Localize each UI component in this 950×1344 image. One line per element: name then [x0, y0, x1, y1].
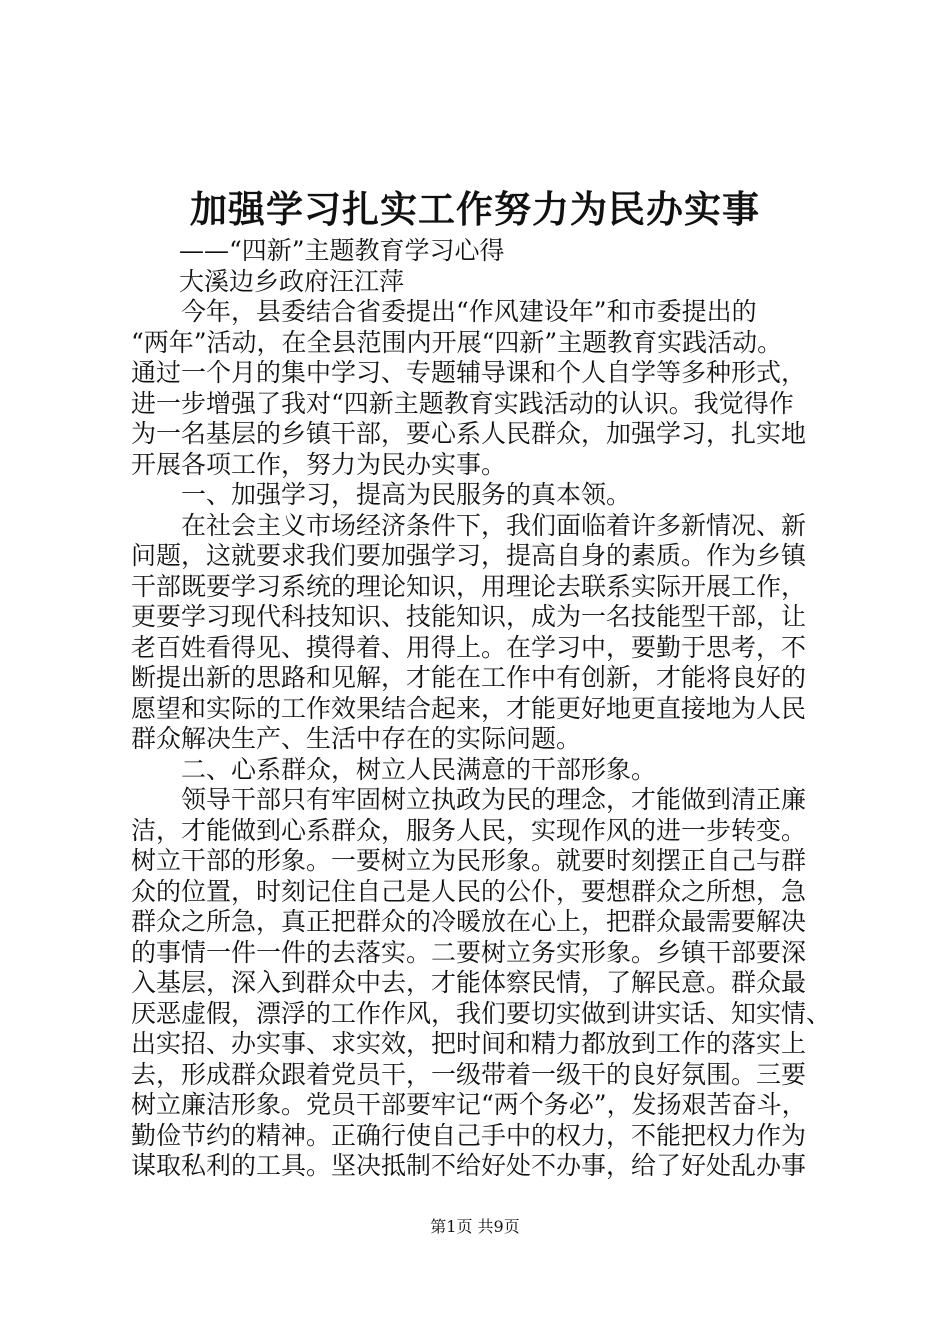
text-line: 二、心系群众，树立人民满意的干部形象。 — [181, 754, 657, 784]
text-line: 厌恶虚假，漂浮的工作作风，我们要切实做到讲实话、知实情、 — [131, 998, 832, 1028]
text-line: 更要学习现代科技知识、技能知识，成为一名技能型干部，让 — [131, 602, 807, 631]
text-line: 大溪边乡政府汪江萍 — [179, 266, 405, 296]
text-line: 在社会主义市场经济条件下，我们面临着许多新情况、新 — [181, 510, 807, 540]
text-line: 谋取私利的工具。坚决抵制不给好处不办事，给了好处乱办事 — [131, 1151, 807, 1180]
text-line: 问题，这就要求我们要加强学习，提高自身的素质。作为乡镇 — [131, 541, 807, 570]
text-line: 去，形成群众跟着党员干，一级带着一级干的良好氛围。三要 — [131, 1059, 807, 1089]
text-line: 进一步增强了我对“四新主题教育实践活动的认识。我觉得作 — [131, 388, 794, 418]
text-line: 树立干部的形象。一要树立为民形象。就要时刻摆正自己与群 — [131, 846, 807, 875]
page-footer: 第1页 共9页 — [430, 1217, 520, 1236]
text-line: 的事情一件一件的去落实。二要树立务实形象。乡镇干部要深 — [131, 937, 807, 967]
text-line: 出实招、办实事、求实效，把时间和精力都放到工作的落实上 — [131, 1029, 807, 1058]
text-line: ——“四新”主题教育学习心得 — [179, 236, 505, 265]
text-line: 勤俭节约的精神。正确行使自己手中的权力，不能把权力作为 — [131, 1120, 807, 1150]
text-line: 干部既要学习系统的理论知识，用理论去联系实际开展工作， — [131, 571, 807, 601]
text-line: 领导干部只有牢固树立执政为民的理念，才能做到清正廉 — [181, 785, 807, 814]
text-line: 群众之所急，真正把群众的冷暖放在心上，把群众最需要解决 — [131, 907, 807, 936]
text-line: 断提出新的思路和见解，才能在工作中有创新，才能将良好的 — [131, 663, 807, 692]
text-line: 通过一个月的集中学习、专题辅导课和个人自学等多种形式， — [131, 358, 807, 387]
document-title: 加强学习扎实工作努力为民办实事 — [190, 187, 760, 231]
text-line: 一、加强学习，提高为民服务的真本领。 — [181, 480, 632, 509]
text-line: 今年，县委结合省委提出“作风建设年”和市委提出的 — [181, 297, 757, 326]
text-line: 开展各项工作，努力为民办实事。 — [131, 449, 507, 479]
text-line: 老百姓看得见、摸得着、用得上。在学习中，要勤于思考，不 — [131, 632, 807, 662]
document-body — [131, 236, 851, 1182]
text-line: 洁，才能做到心系群众，服务人民，实现作风的进一步转变。 — [131, 815, 807, 845]
text-line: 为一名基层的乡镇干部，要心系人民群众，加强学习，扎实地 — [131, 419, 807, 448]
text-line: 树立廉洁形象。党员干部要牢记“两个务必”，发扬艰苦奋斗， — [131, 1090, 807, 1119]
text-line: 愿望和实际的工作效果结合起来，才能更好地更直接地为人民 — [131, 693, 807, 723]
text-line: 众的位置，时刻记住自己是人民的公仆，要想群众之所想，急 — [131, 876, 807, 906]
text-line: “两年”活动，在全县范围内开展“四新”主题教育实践活动。 — [131, 327, 783, 357]
text-line: 群众解决生产、生活中存在的实际问题。 — [131, 724, 582, 753]
text-line: 入基层，深入到群众中去，才能体察民情，了解民意。群众最 — [131, 968, 807, 997]
